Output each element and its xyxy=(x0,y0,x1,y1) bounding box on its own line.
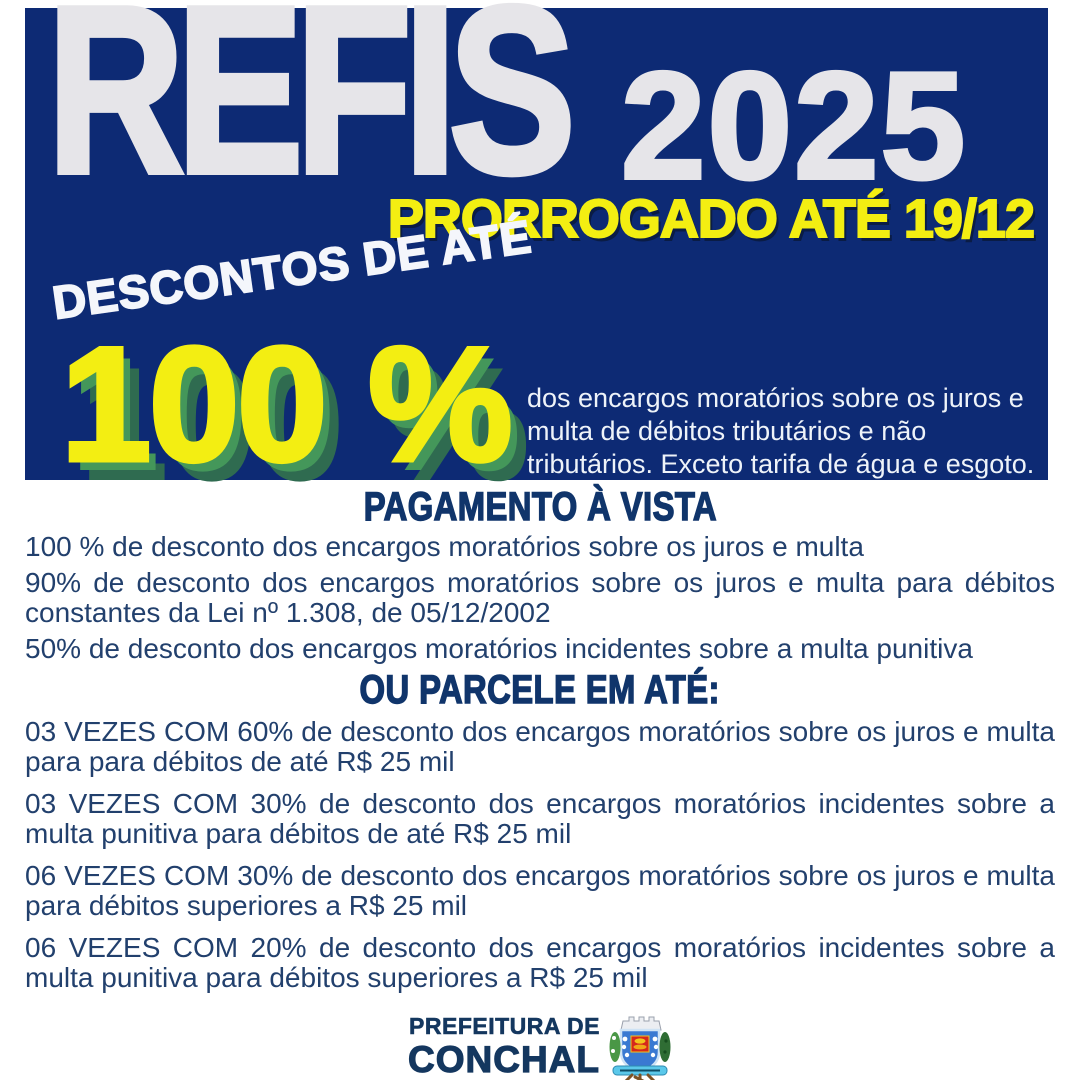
section-heading-cash xyxy=(25,487,1055,527)
body-content xyxy=(25,487,1055,993)
brand-line1: PREFEITURA DE xyxy=(409,1013,600,1039)
installment-item-2: 03 VEZES COM 30% de desconto dos encargos moratórios incidentes sobre a multa punitiva para débitos de até R$ 25 mil xyxy=(25,788,1055,849)
footer xyxy=(0,1008,1080,1080)
section-heading-installments xyxy=(25,670,1055,710)
installment-item-4: 06 VEZES COM 20% de desconto dos encargos moratórios incidentes sobre a multa punitiva para débitos superiores a R$ 25 mil xyxy=(25,932,1055,993)
crest-roots xyxy=(625,1075,655,1080)
crest-crown xyxy=(621,1017,661,1030)
year-label: 2025 xyxy=(621,41,968,211)
cash-item-2: 90% de desconto dos encargos moratórios sobre os juros e multa para débitos constantes da Lei nº 1.308, de 05/12/2002 xyxy=(25,567,1055,628)
section-heading-installments-label: OU PARCELE EM ATÉ: xyxy=(359,668,721,712)
cash-item-3: 50% de desconto dos encargos moratórios incidentes sobre a multa punitiva xyxy=(25,633,973,664)
section-heading-cash-label: PAGAMENTO À VISTA xyxy=(363,485,717,529)
extension-banner: PRORROGADO ATÉ 19/12 xyxy=(387,189,1034,249)
installment-item-1: 03 VEZES COM 60% de desconto dos encargos moratórios sobre os juros e multa para para débitos de até R$ 25 mil xyxy=(25,716,1055,777)
refis-title: REFIS xyxy=(47,0,568,223)
banner-panel xyxy=(25,0,1048,495)
discount-label: DESCONTOS DE ATÉ xyxy=(49,210,535,329)
conchal-coat-of-arms-icon xyxy=(608,1014,672,1080)
brand-line2: CONCHAL xyxy=(408,1039,600,1080)
installment-item-3: 06 VEZES COM 30% de desconto dos encargos moratórios sobre os juros e multa para débitos superiores a R$ 25 mil xyxy=(25,860,1055,921)
city-hall-brand xyxy=(408,1015,600,1078)
cash-item-1: 100 % de desconto dos encargos moratórios sobre os juros e multa xyxy=(25,531,864,562)
discount-note: dos encargos moratórios sobre os juros e multa de débitos tributários e não tributários. Exceto tarifa de água e esgoto. xyxy=(527,383,1035,479)
discount-value: 100 % xyxy=(61,314,511,495)
